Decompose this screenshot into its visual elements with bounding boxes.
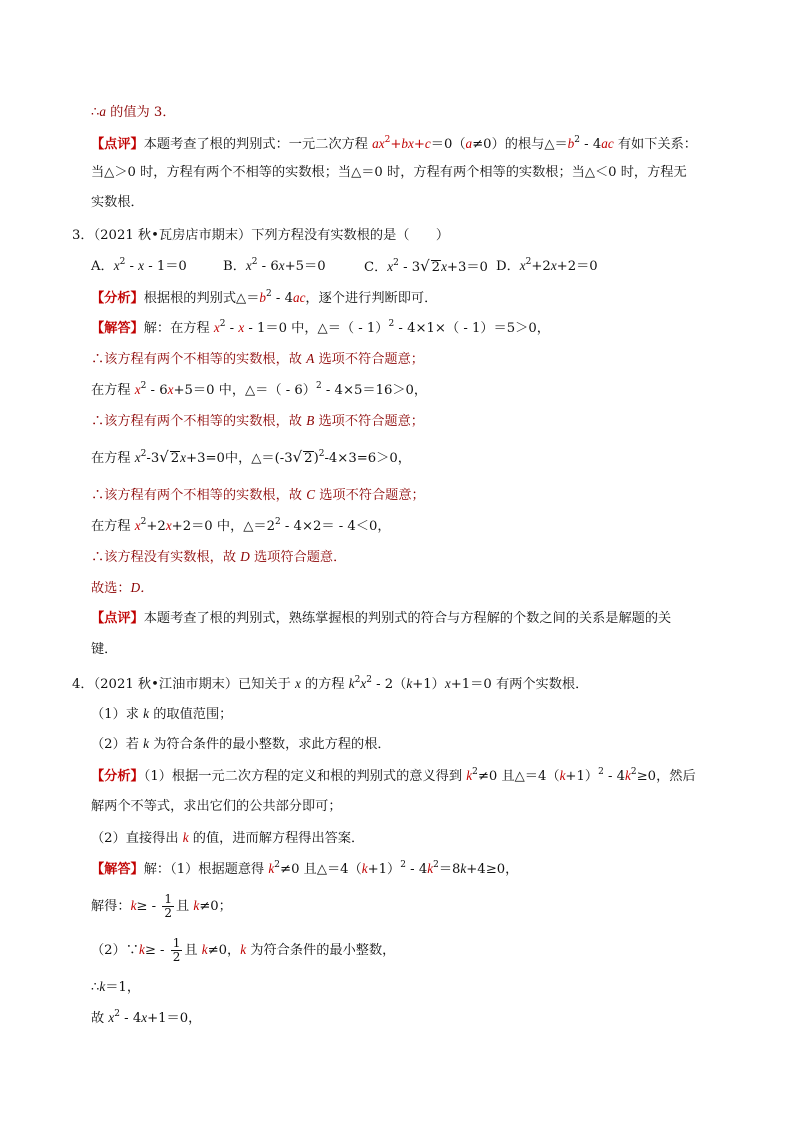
q4-answer-line3: （2）∵k≥ - $\frac{1}{2}$ 且 k≠0，k 为符合条件的最小整数， xyxy=(91,936,396,964)
q4-analysis-line1: 【分析】（1）根据一元二次方程的定义和根的判别式的意义得到 $k^2\ne 0$ 且$\triangle=4(k+1)^2 - 4k^2\ge 0$，然后 xyxy=(91,767,696,784)
remark-tag: 【点评】 xyxy=(91,137,144,152)
q3-analysis: 【分析】根据根的判别式$\triangle=b^2 - 4ac$，逐个进行判断即可． xyxy=(91,289,438,306)
q3-conclusion-a: ∴该方程有两个不相等的实数根，故 A 选项不符合题意； xyxy=(91,351,424,367)
q3-answer-s1: 【解答】解：在方程 $x^2 - x - 1=0$ 中，△＝（ - 1）$^2$ - 4×1×（ - 1）＝5＞0， xyxy=(91,319,550,336)
q4-analysis-line2: 解两个不等式，求出它们的公共部分即可； xyxy=(91,799,342,814)
q3-conclusion-b: ∴该方程有两个不相等的实数根，故 B 选项不符合题意； xyxy=(91,413,424,429)
q3-step-c: 在方程 $x^2-3√$ 2x+3=0中，△＝(-3√ 2)$^2$-4×3=6＞0， xyxy=(91,448,411,466)
remark1-line3: 实数根． xyxy=(91,195,144,210)
q4-analysis-line3: （2）直接得出 k 的值，进而解方程得出答案． xyxy=(91,830,365,846)
q4-answer-line2: 解得：k≥ - $\frac{1}{2}$ 且 k≠0； xyxy=(91,892,232,920)
q3-option-a: A．$x^2 - x - 1=0$ xyxy=(91,257,187,274)
q4-sub1: （1）求 k 的取值范围； xyxy=(91,706,233,722)
q4-answer-line4: ∴k＝1， xyxy=(91,979,141,995)
remark1-line1: 【点评】本题考查了根的判别式：一元二次方程 $ax^2+bx+c=0(a\ne 0)$的根与$\triangle=b^2 - 4ac$ 有如下关系： xyxy=(91,135,697,152)
fraction-half: $\frac{1}{2}$ xyxy=(172,936,181,964)
q3-option-c: C．$x^2 - 3√$ 2x+3＝0 xyxy=(364,257,488,275)
q3-option-d: D．$x^2+2x+2=0$ xyxy=(496,257,598,274)
fraction-half: $\frac{1}{2}$ xyxy=(164,892,172,920)
q3-step-b: 在方程 $x^2 - 6x+5=0$ 中，△＝（ - 6）$^2$ - 4×5＝16＞0， xyxy=(91,381,428,398)
q3-remark-line1: 【点评】本题考查了根的判别式，熟练掌握根的判别式的符合与方程解的个数之间的关系是解题的关 xyxy=(91,611,672,626)
q4-answer-line1: 【解答】解：（1）根据题意得 $k^2\ne 0$ 且$\triangle=4(k+1)^2 - 4k^2=8k+4\ge 0$， xyxy=(91,860,519,877)
q3-remark-line2: 键． xyxy=(91,642,118,657)
remark1-line2: 当△＞0 时，方程有两个不相等的实数根；当△＝0 时，方程有两个相等的实数根；当△＜0 时，方程无 xyxy=(91,165,687,180)
q4-sub2: （2）若 k 为符合条件的最小整数，求此方程的根． xyxy=(91,736,391,752)
conclusion-a: ∴a 的值为 3． xyxy=(91,104,176,120)
q3-stem: 3．（2021 秋•瓦房店市期末）下列方程没有实数根的是（ ） xyxy=(72,228,450,243)
q4-stem: 4．（2021 秋•江油市期末）已知关于 x 的方程 $k^2x^2 - 2(k+1)x+1=0$ 有两个实数根． xyxy=(72,675,589,692)
q3-choice: 故选：D． xyxy=(91,580,154,596)
q3-option-b: B．$x^2 - 6x+5=0$ xyxy=(223,257,326,274)
q3-conclusion-d: ∴该方程没有实数根，故 D 选项符合题意． xyxy=(91,549,347,565)
q3-step-d: 在方程 $x^2+2x+2=0$ 中，$\triangle=2^2 - 4\times 2= - 4<0$， xyxy=(91,517,391,534)
q3-conclusion-c: ∴该方程有两个不相等的实数根，故 C 选项不符合题意； xyxy=(91,487,425,503)
q4-answer-line5: 故 $x^2 - 4x+1=0$， xyxy=(91,1009,202,1026)
